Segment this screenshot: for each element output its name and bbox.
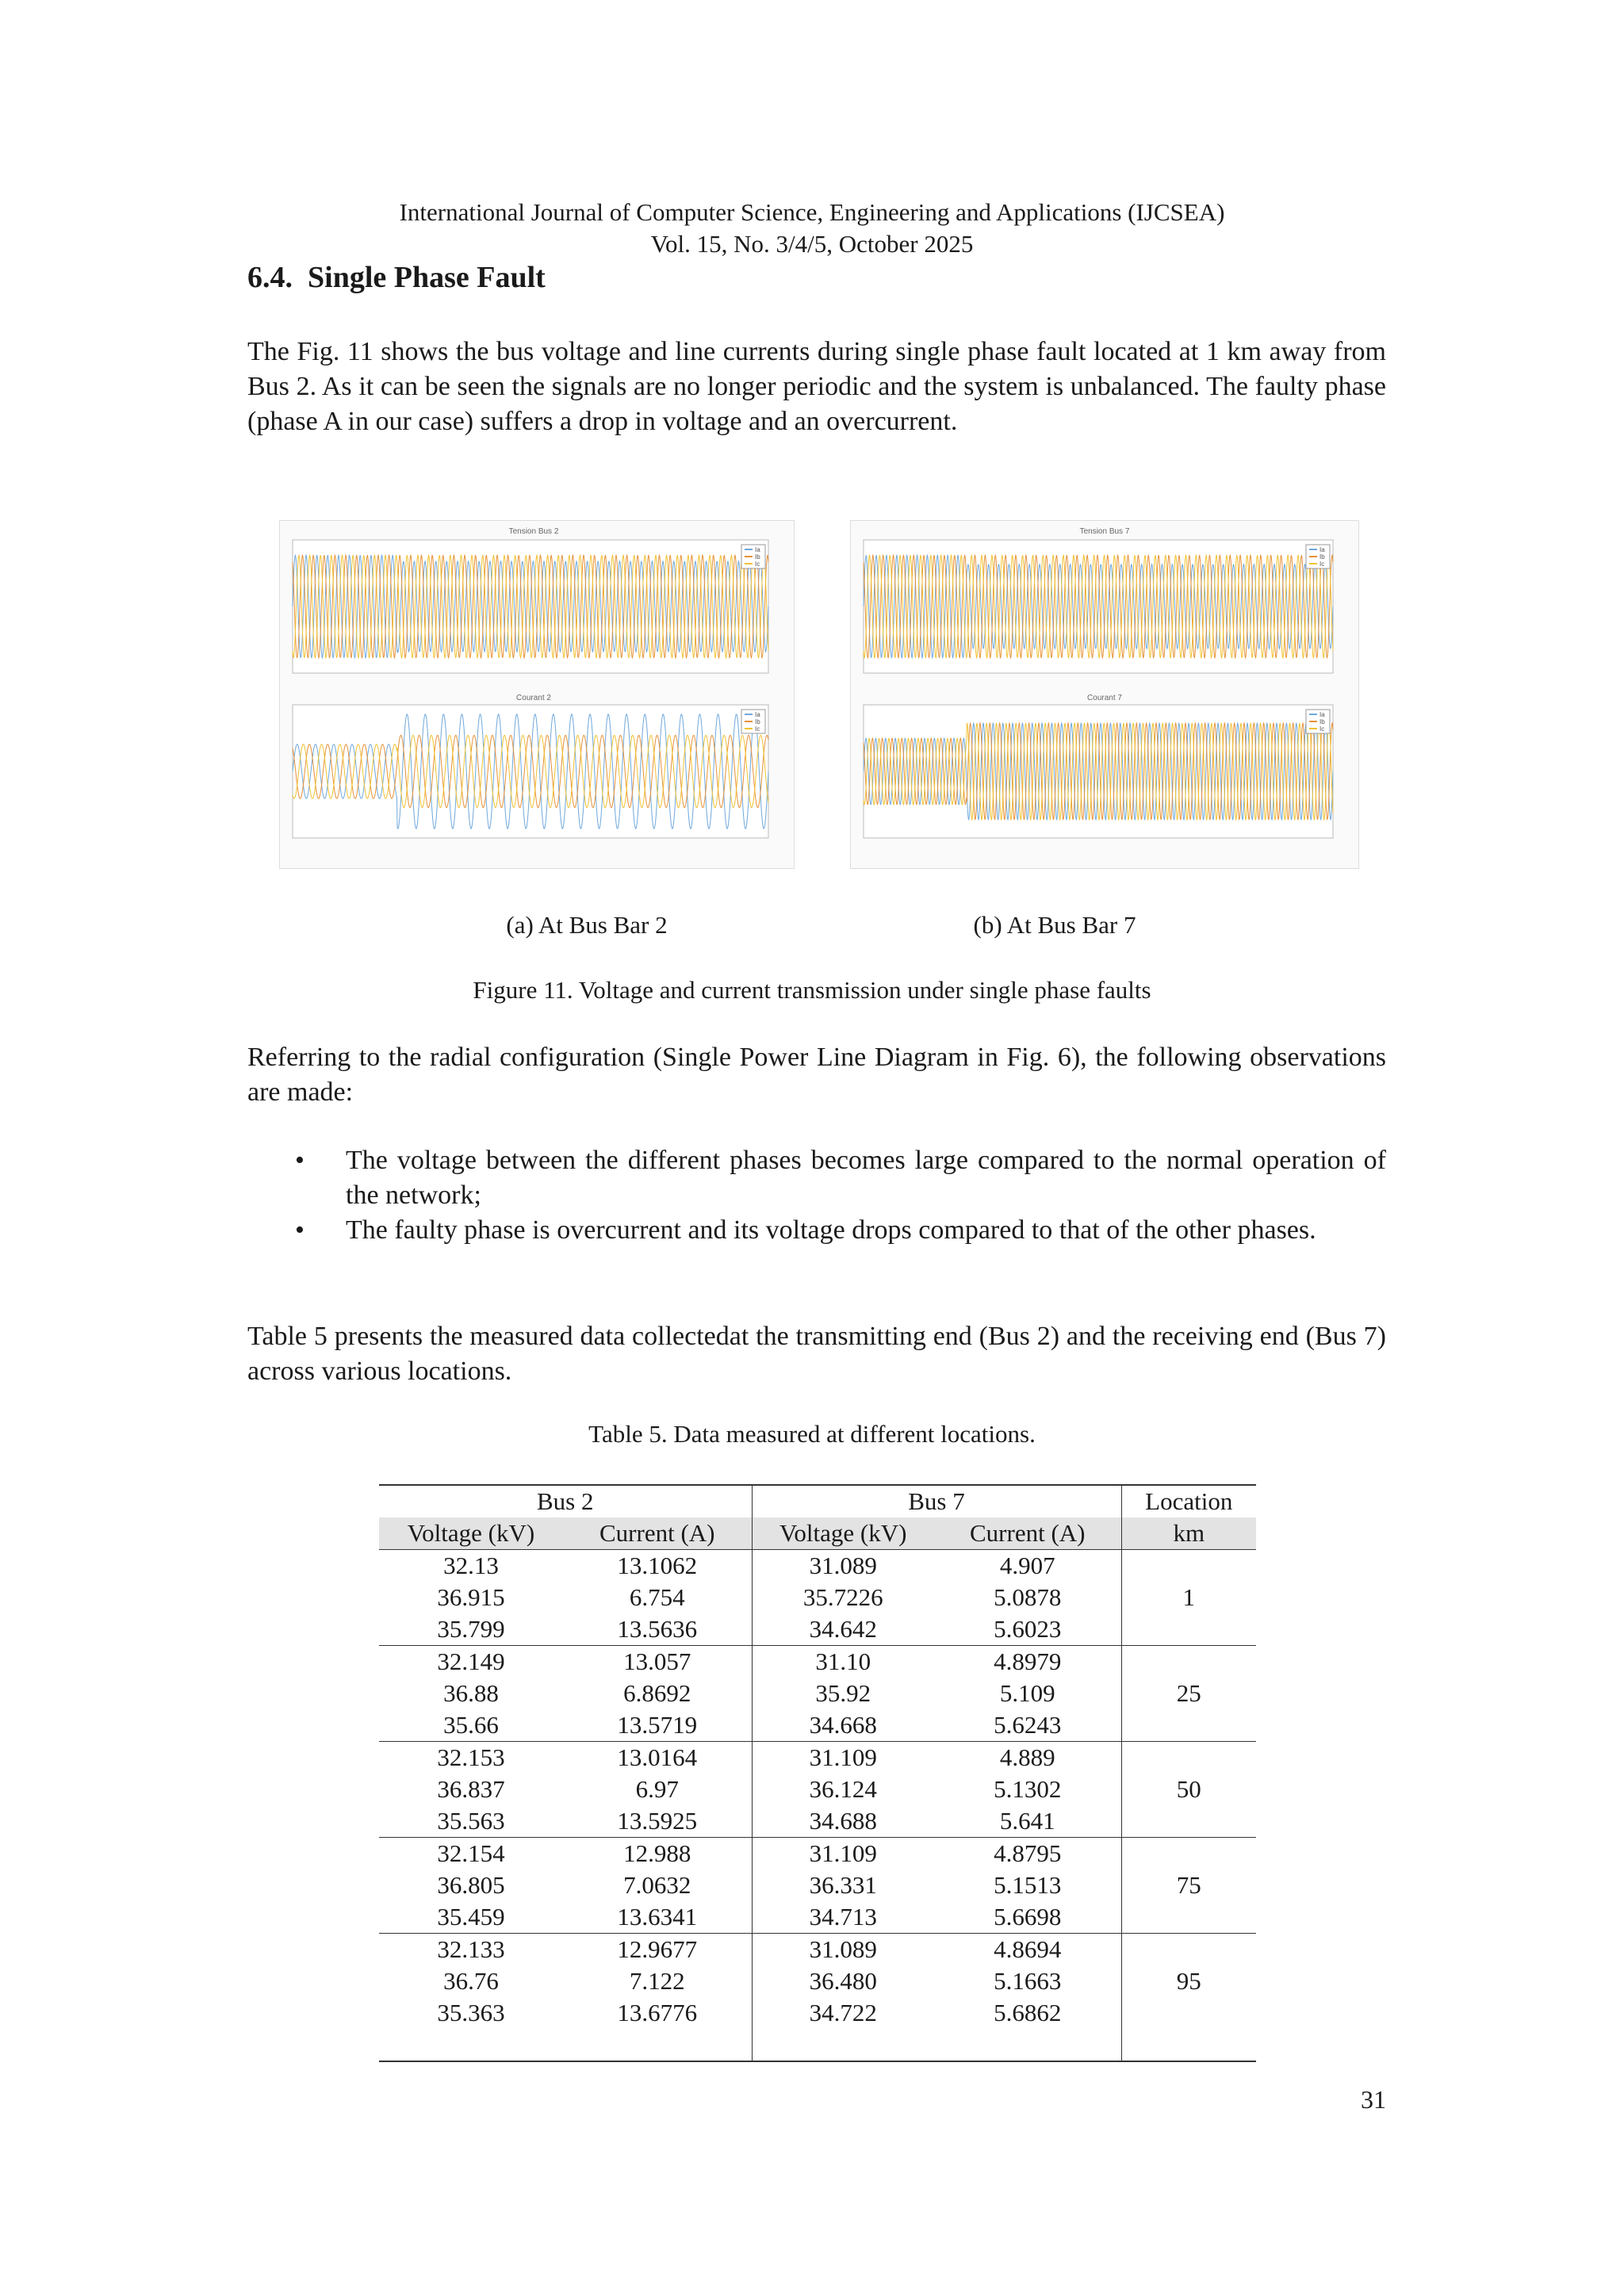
legend-label: Ib: [1320, 553, 1325, 561]
bus2-current-plot: [293, 694, 768, 838]
data-table: [379, 1484, 1256, 2062]
bullet-icon: •: [295, 1215, 304, 1245]
table-cell: 35.66: [443, 1711, 499, 1739]
list-item: [247, 1213, 1386, 1248]
bullet-text: The faulty phase is overcurrent and its voltage drops compared to that of the other phases.: [346, 1215, 1316, 1245]
legend-label: Ia: [755, 546, 760, 553]
table-cell: 35.7226: [802, 1583, 883, 1611]
table-cell: 34.642: [809, 1615, 877, 1643]
table-cell: 5.1302: [934, 1774, 1121, 1805]
table-cell: 4.8979: [934, 1646, 1121, 1678]
table-cell: 13.5636: [563, 1613, 752, 1646]
bus7-voltage-title: Tension Bus 7: [1079, 527, 1130, 536]
observations-intro: Referring to the radial configuration (Single Power Line Diagram in Fig. 6), the following observations are made:: [247, 1043, 1386, 1107]
table-cell: 6.754: [563, 1582, 752, 1613]
legend-label: Ia: [755, 711, 760, 718]
table-cell: 35.563: [437, 1807, 505, 1835]
legend-label: Ic: [1320, 725, 1325, 733]
section-heading: [247, 260, 546, 295]
bus7-waveform-figure: [851, 521, 1358, 868]
table-cell: 5.6862: [934, 1997, 1121, 2029]
legend-label: Ia: [1320, 711, 1325, 718]
table-cell: 32.153: [379, 1742, 563, 1774]
figure-panel-bus2: [279, 520, 795, 869]
table-cell: 5.641: [934, 1805, 1121, 1838]
table-cell: 12.988: [563, 1838, 752, 1870]
header-bus2: Bus 2: [379, 1485, 752, 1517]
table-cell: 5.6023: [934, 1613, 1121, 1646]
table-cell: 5.0878: [934, 1582, 1121, 1613]
table-cell: 13.6341: [563, 1901, 752, 1934]
legend-label: Ib: [755, 718, 760, 725]
table-cell: 6.8692: [563, 1678, 752, 1709]
table-cell: 36.805: [437, 1871, 505, 1899]
table-cell: 13.1062: [563, 1550, 752, 1582]
bullet-icon: •: [295, 1146, 304, 1175]
table-cell: 36.88: [443, 1679, 499, 1707]
table-cell: 35.363: [437, 1999, 505, 2026]
location-cell: 50: [1121, 1742, 1256, 1838]
table-cell: 5.1513: [934, 1869, 1121, 1901]
legend-label: Ib: [1320, 718, 1325, 725]
table-cell: 13.057: [563, 1646, 752, 1678]
table-cell: 36.124: [809, 1775, 877, 1803]
table-cell: 32.149: [379, 1646, 563, 1678]
table-cell: 13.5925: [563, 1805, 752, 1838]
bullet-text: The voltage between the different phases becomes large compared to the normal operation of the network;: [346, 1146, 1386, 1210]
table-cell: 36.915: [437, 1583, 505, 1611]
list-item: [247, 1143, 1386, 1213]
subheader-cell: Current (A): [563, 1517, 752, 1550]
table-row: [379, 1838, 1256, 1870]
table-cell: 13.5719: [563, 1709, 752, 1742]
table-cell: 4.8694: [934, 1934, 1121, 1966]
table-cell: 12.9677: [563, 1934, 752, 1966]
table-cell: 32.154: [379, 1838, 563, 1870]
table-cell: 36.480: [809, 1967, 877, 1995]
intro-paragraph: The Fig. 11 shows the bus voltage and line currents during single phase fault located at 1 km away from Bus 2. As it can be seen the signals are no longer periodic and the system is unbalanced. The faulty phase (phase A in our case) suffers a drop in voltage and an overcurrent.: [247, 337, 1386, 436]
table-cell: 7.122: [563, 1965, 752, 1997]
subheader-cell: Current (A): [934, 1517, 1121, 1550]
bus2-voltage-plot: [293, 527, 768, 673]
table-cell: 5.109: [934, 1678, 1121, 1709]
table-cell: 34.713: [809, 1903, 877, 1931]
table-row: [379, 1742, 1256, 1774]
table-cell: 4.889: [934, 1742, 1121, 1774]
location-cell: 1: [1182, 1583, 1195, 1611]
location-cell: 75: [1121, 1838, 1256, 1934]
subcaption-a: (a) At Bus Bar 2: [506, 911, 668, 939]
table-cell: 31.109: [752, 1838, 934, 1870]
journal-title: International Journal of Computer Science, Engineering and Applications (IJCSEA): [399, 198, 1225, 226]
table-cell: 31.089: [752, 1934, 934, 1966]
table-cell: 36.76: [443, 1967, 499, 1995]
figure-panel-bus7: [850, 520, 1359, 869]
bus7-current-plot: [864, 694, 1333, 838]
table-row: [379, 1550, 1256, 1582]
table-cell: 34.688: [809, 1807, 877, 1835]
location-cell: 95: [1121, 1934, 1256, 2030]
header-location: Location: [1121, 1485, 1256, 1517]
table-intro-paragraph: Table 5 presents the measured data collectedat the transmitting end (Bus 2) and the receiving end (Bus 7) across various locations.: [247, 1322, 1386, 1386]
bus2-current-title: Courant 2: [516, 694, 551, 702]
bus2-voltage-title: Tension Bus 2: [508, 527, 559, 536]
journal-volume: Vol. 15, No. 3/4/5, October 2025: [650, 230, 974, 258]
table-cell: 34.722: [809, 1999, 877, 2026]
subheader-cell: km: [1121, 1517, 1256, 1550]
table-group-header-row: [379, 1485, 1256, 1517]
observations-list: [247, 1143, 1386, 1248]
section-number: 6.4.: [247, 261, 293, 294]
table-cell: 13.6776: [563, 1997, 752, 2029]
header-bus7: Bus 7: [752, 1485, 1121, 1517]
table-cell: 4.8795: [934, 1838, 1121, 1870]
table-cell: 35.799: [437, 1615, 505, 1643]
table-cell: 36.837: [437, 1775, 505, 1803]
table-cell: 5.1663: [934, 1965, 1121, 1997]
figure-caption: Figure 11. Voltage and current transmission under single phase faults: [473, 976, 1151, 1004]
table-row: [379, 1934, 1256, 1966]
table-cell: 31.089: [809, 1552, 877, 1579]
bus2-waveform-figure: [280, 521, 794, 868]
legend-label: Ic: [1320, 561, 1325, 568]
location-cell: 25: [1121, 1646, 1256, 1742]
legend-label: Ic: [755, 561, 760, 568]
table-cell: 32.133: [379, 1934, 563, 1966]
table-row: [379, 1646, 1256, 1678]
bus7-voltage-plot: [864, 527, 1333, 673]
bus7-current-title: Courant 7: [1087, 694, 1122, 702]
table-cell: 31.109: [752, 1742, 934, 1774]
subheader-cell: Voltage (kV): [752, 1517, 934, 1550]
table-bottom-padding: [379, 2029, 1256, 2061]
table-cell: 36.331: [809, 1871, 877, 1899]
table-cell: 31.10: [752, 1646, 934, 1678]
legend-label: Ib: [755, 553, 760, 561]
table-cell: 6.97: [563, 1774, 752, 1805]
legend-label: Ia: [1320, 546, 1325, 553]
page-number: 31: [1361, 2085, 1386, 2114]
table-cell: 5.6698: [934, 1901, 1121, 1934]
table-cell: 13.0164: [563, 1742, 752, 1774]
table-cell: 32.13: [443, 1552, 499, 1579]
legend-label: Ic: [755, 725, 760, 733]
table-cell: 34.668: [809, 1711, 877, 1739]
table-cell: 5.6243: [934, 1709, 1121, 1742]
table-cell: 4.907: [934, 1550, 1121, 1582]
table-subheader-row: [379, 1517, 1256, 1550]
subcaption-b: (b) At Bus Bar 7: [973, 911, 1136, 939]
table-caption: Table 5. Data measured at different locations.: [588, 1420, 1036, 1448]
table-cell: 7.0632: [563, 1869, 752, 1901]
table-cell: 35.459: [437, 1903, 505, 1931]
section-title: Single Phase Fault: [308, 261, 546, 294]
table-cell: 35.92: [815, 1679, 871, 1707]
subheader-cell: Voltage (kV): [379, 1517, 563, 1550]
